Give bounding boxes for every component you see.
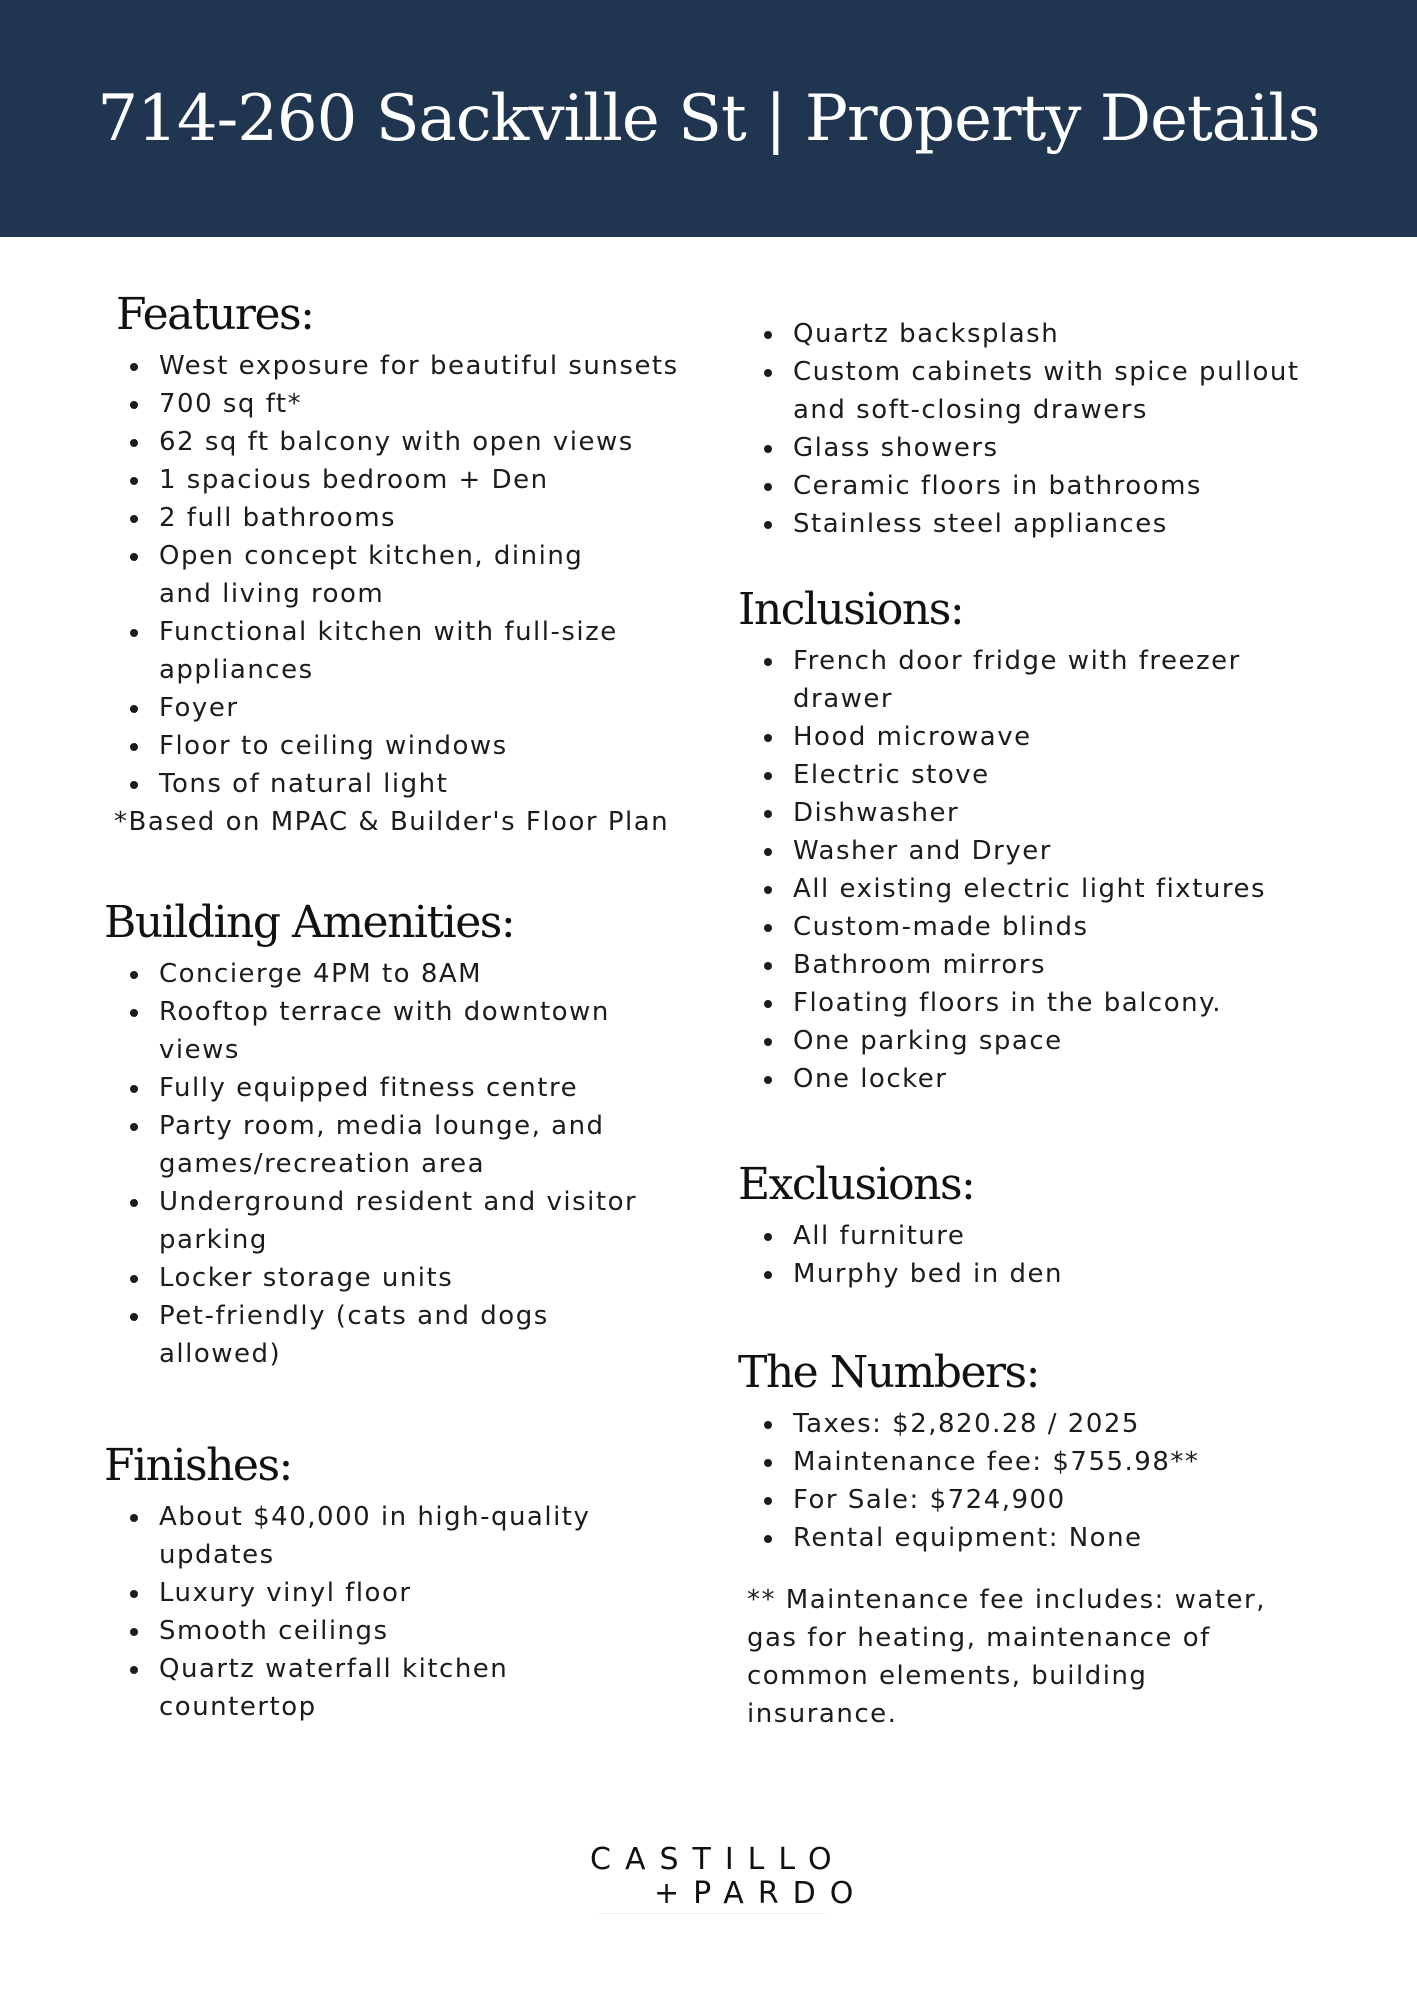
list-item: Glass showers (738, 429, 1338, 467)
inclusions-heading: Inclusions: (738, 584, 964, 635)
list-item: All existing electric light fixtures (738, 870, 1338, 908)
list-item: Concierge 4PM to 8AM (104, 955, 704, 993)
list-item: One parking space (738, 1022, 1338, 1060)
list-item: Smooth ceilings (104, 1612, 704, 1650)
list-item: Quartz backsplash (738, 315, 1338, 353)
finishes-heading: Finishes: (104, 1440, 292, 1491)
logo-line-1: CASTILLO (590, 1842, 846, 1877)
list-item: Electric stove (738, 756, 1338, 794)
numbers-heading: The Numbers: (738, 1347, 1039, 1398)
features-list (104, 347, 704, 803)
list-item: Hood microwave (738, 718, 1338, 756)
finishes-section (104, 1436, 704, 1726)
exclusions-section (738, 1155, 1338, 1293)
features-heading: Features: (116, 289, 314, 340)
list-item: Foyer (104, 689, 704, 727)
list-item: Stainless steel appliances (738, 505, 1338, 543)
list-item: 700 sq ft* (104, 385, 704, 423)
brand-logo (590, 1842, 868, 1911)
list-item: All furniture (738, 1217, 1338, 1255)
finishes-list-continued (738, 315, 1338, 543)
list-item: Party room, media lounge, and games/recreation area (104, 1107, 639, 1183)
list-item: Rooftop terrace with downtown views (104, 993, 639, 1069)
finishes-continued (738, 315, 1338, 543)
list-item: Pet-friendly (cats and dogs allowed) (104, 1297, 599, 1373)
exclusions-heading: Exclusions: (738, 1159, 975, 1210)
list-item: Underground resident and visitor parking (104, 1183, 659, 1259)
list-item: Open concept kitchen, dining and living room (104, 537, 639, 613)
list-item: Bathroom mirrors (738, 946, 1338, 984)
list-item: For Sale: $724,900 (738, 1481, 1338, 1519)
amenities-list (104, 955, 704, 1373)
numbers-section (738, 1343, 1338, 1733)
list-item: Custom cabinets with spice pullout and soft-closing drawers (738, 353, 1353, 429)
list-item: Luxury vinyl floor (104, 1574, 704, 1612)
finishes-list (104, 1498, 704, 1726)
page-header (0, 0, 1417, 237)
list-item: Maintenance fee: $755.98** (738, 1443, 1338, 1481)
list-item: One locker (738, 1060, 1338, 1098)
numbers-note: ** Maintenance fee includes: water, gas for heating, maintenance of common elements, building insurance. (747, 1585, 1266, 1729)
list-item: Tons of natural light (104, 765, 704, 803)
list-item: Custom-made blinds (738, 908, 1338, 946)
logo-divider (598, 1913, 826, 1914)
list-item: Functional kitchen with full-size appliances (104, 613, 639, 689)
list-item: West exposure for beautiful sunsets (104, 347, 704, 385)
list-item: Rental equipment: None (738, 1519, 1338, 1557)
page-title: 714-260 Sackville St | Property Details (97, 81, 1320, 156)
exclusions-list (738, 1217, 1338, 1293)
inclusions-list (738, 642, 1338, 1098)
numbers-list (738, 1405, 1338, 1557)
list-item: French door fridge with freezer drawer (738, 642, 1313, 718)
amenities-section (104, 893, 704, 1373)
features-section (104, 285, 704, 841)
logo-line-2: +PARDO (654, 1876, 868, 1911)
list-item: 2 full bathrooms (104, 499, 704, 537)
list-item: Ceramic floors in bathrooms (738, 467, 1338, 505)
features-note: *Based on MPAC & Builder's Floor Plan (114, 807, 670, 837)
list-item: 62 sq ft balcony with open views (104, 423, 704, 461)
list-item: Quartz waterfall kitchen countertop (104, 1650, 579, 1726)
list-item: Floating floors in the balcony. (738, 984, 1338, 1022)
list-item: Washer and Dryer (738, 832, 1338, 870)
inclusions-section (738, 580, 1338, 1098)
list-item: Fully equipped fitness centre (104, 1069, 704, 1107)
list-item: Floor to ceiling windows (104, 727, 704, 765)
list-item: Murphy bed in den (738, 1255, 1338, 1293)
amenities-heading: Building Amenities: (104, 897, 515, 948)
list-item: Locker storage units (104, 1259, 704, 1297)
list-item: Dishwasher (738, 794, 1338, 832)
list-item: About $40,000 in high-quality updates (104, 1498, 639, 1574)
list-item: 1 spacious bedroom + Den (104, 461, 704, 499)
list-item: Taxes: $2,820.28 / 2025 (738, 1405, 1338, 1443)
